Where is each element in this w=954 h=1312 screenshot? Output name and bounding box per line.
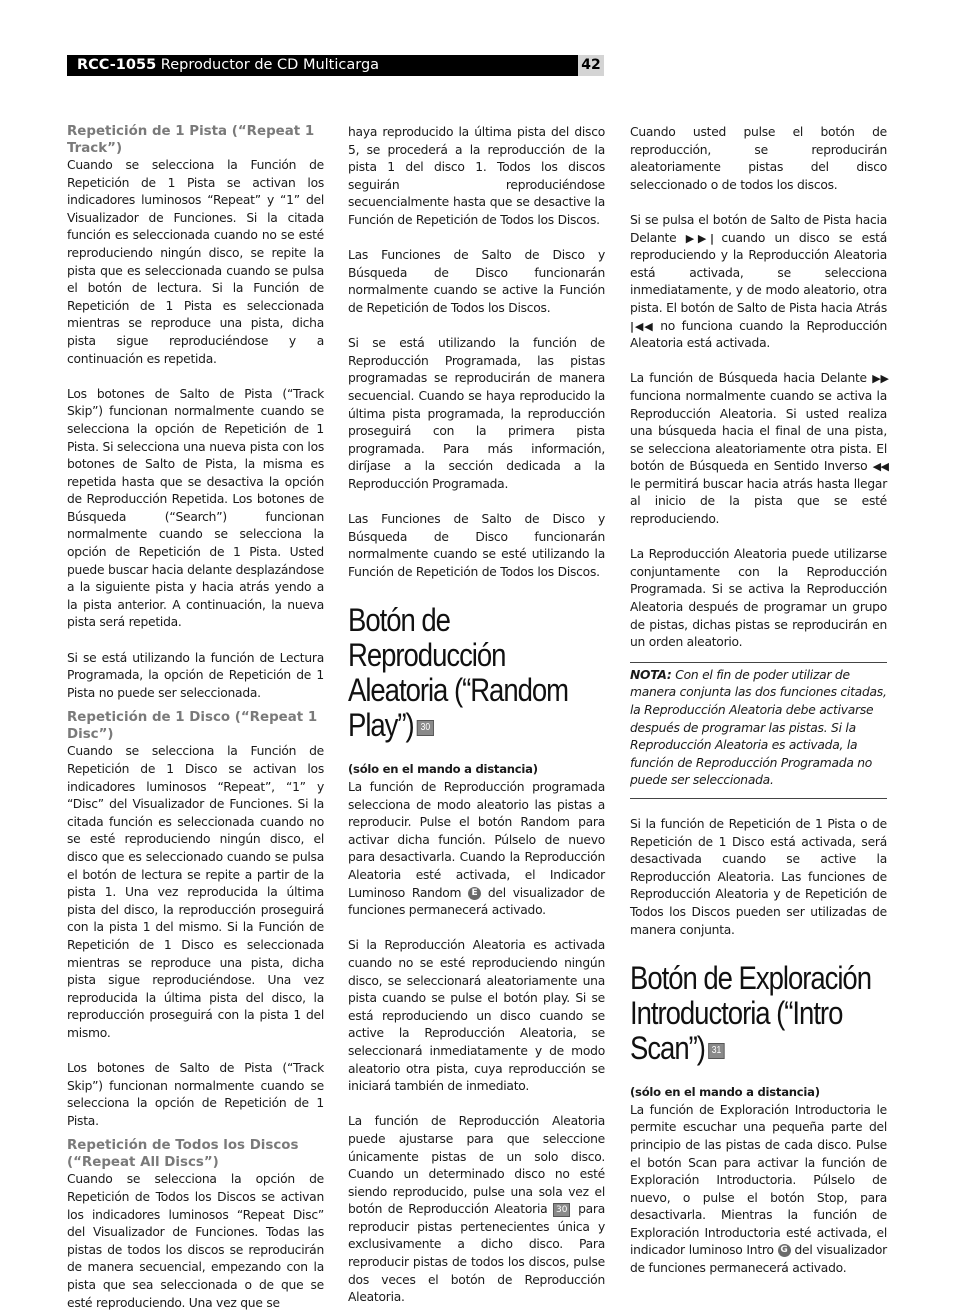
text: cuando un disco se está reproduciendo y la Reproducción Aleatoria está activada, se selecciona inmediatamente, y de modo aleatorio, otra pista. El botón de Salto de Pista hacia Atrás	[630, 230, 888, 315]
note-box	[630, 662, 887, 799]
remote-key-icon: 31	[708, 1043, 724, 1059]
remote-key-icon: 30	[417, 720, 433, 736]
paragraph: Las Funciones de Salto de Disco y Búsqueda de Disco funcionarán normalmente cuando se active la Función de Repetición de Todos los Discos.	[348, 248, 605, 315]
heading-repeat-all-discs: Repetición de Todos los Discos (“Repeat All Discs”)	[67, 1138, 299, 1170]
note-label: NOTA:	[630, 667, 672, 682]
paragraph	[348, 779, 605, 920]
text: le permitirá buscar hacia atrás hasta llegar al inicio de la pista que se esté reproduciendo.	[630, 476, 887, 527]
paragraph: Cuando se selecciona la opción de Repetición de Todos los Discos se activan los indicadores luminosos “Repeat Disc” del Visualizador de Funciones. Todas las pistas de todos los discos se reproducirán de manera secuencial, empezando con la pista que sea seleccionada o de que se esté reproduciendo. Una vez que se	[67, 1172, 324, 1310]
skip-forward-icon: ▶▶|	[685, 231, 713, 245]
paragraph: La Reproducción Aleatoria puede utilizarse conjuntamente con la Reproducción Programada. Si se activa la Reproducción Aleatoria después de programar un grupo de pistas, dichas pistas se reproducirán en un orden aleatorio.	[630, 547, 887, 650]
rewind-icon: ◀◀	[872, 460, 887, 474]
header-title	[77, 56, 379, 75]
header-bar	[67, 55, 581, 76]
text: La función de Reproducción programada selecciona de modo aleatorio las pistas a reproducir. Pulse el botón Random para activar dicha función. Púlselo de nuevo para desactivarla. Cuando la Reproducción Aleatoria esté activada, el Indicador Luminoso Random	[348, 780, 605, 900]
remote-only-note: (sólo en el mando a distancia)	[630, 1085, 820, 1100]
heading-intro-scan-text: Botón de Exploración Introductoria (“Intro Scan”)	[630, 960, 871, 1067]
column-3	[630, 124, 887, 1278]
paragraph: Si la Reproducción Aleatoria es activada cuando no se esté reproduciendo ningún disco, se seleccionará aleatoriamente una pista cuando se pulse el botón play. Si se está reproduciendo un disco cuando se active la Reproducción Aleatoria, se seleccionará inmediatamente y de modo aleatorio otra pista, cuya reproducción se iniciará también de inmediato.	[348, 938, 605, 1094]
text: del visualizador de funciones permanecerá activado.	[348, 885, 605, 918]
note-paragraph	[630, 667, 887, 790]
skip-back-icon: |◀◀	[630, 319, 654, 333]
heading-intro-scan	[630, 961, 888, 1066]
paragraph: Los botones de Salto de Pista (“Track Skip”) funcionan normalmente cuando se selecciona la opción de Repetición de 1 Pista.	[67, 1061, 324, 1128]
indicator-g-icon: G	[778, 1244, 791, 1257]
column-1	[67, 124, 324, 1312]
text: La función de Exploración Introductoria le permite escuchar una pequeña parte del principio de las pistas de cada disco. Pulse el botón Scan para activar la función de Exploración Introductoria. Púlselo de nuevo, o pulse el botón Stop, para desactivarla. Mientras la función de Exploración Introductoria esté activada, el indicador luminoso Intro	[630, 1102, 887, 1258]
paragraph: Si se está utilizando la función de Lectura Programada, la opción de Repetición de 1 Pista no puede ser seleccionada.	[67, 650, 324, 700]
text: del visualizador de funciones permanecerá activado.	[630, 1243, 887, 1276]
heading-repeat-1-disc: Repetición de 1 Disco (“Repeat 1 Disc”)	[67, 710, 318, 742]
page-number: 42	[578, 55, 604, 76]
paragraph	[630, 212, 887, 353]
product-title: Reproductor de CD Multicarga	[160, 57, 380, 73]
column-2	[348, 124, 605, 1307]
heading-random-play-text: Botón de Reproducción Aleatoria (“Random Play”)	[348, 602, 569, 744]
paragraph: Si la función de Repetición de 1 Pista o de Repetición de 1 Disco está activada, será desactivada cuando se active la Reproducción Aleatoria. Las funciones de Reproducción Aleatoria y de Repetición de Todos los Discos pueden ser utilizadas de manera conjunta.	[630, 816, 887, 937]
paragraph: Los botones de Salto de Pista (“Track Skip”) funcionan normalmente cuando se selecciona la opción de Repetición de 1 Pista. Si selecciona una nueva pista con los botones de Salto de Pista, la misma es repetida hasta que se desactiva la opción de Reproducción Repetida. Los botones de Búsqueda (“Search”) funcionan normalmente cuando se selecciona la opción de Repetición de 1 Pista. Usted puede buscar hacia delante desplazándose a la siguiente pista y hacia atrás yendo a la pista anterior. A continuación, la nueva pista será repetida.	[67, 386, 324, 630]
heading-random-play	[348, 603, 606, 743]
paragraph	[630, 1102, 887, 1278]
paragraph: haya reproducido la última pista del disco 5, se procederá a la reproducción de la pista 1 del disco 1. Todos los discos seguirán reproduciéndose secuencialmente hasta que se desactive la Función de Repetición de Todos los Discos.	[348, 125, 605, 227]
text: para reproducir pistas pertenecientes única y exclusivamente a dicho disco. Para reproducir pistas de todos los discos, pulse dos veces el botón de Reproducción Aleatoria.	[348, 1202, 605, 1305]
text: no funciona cuando la Reproducción Aleatoria está activada.	[630, 318, 888, 351]
text: Si se pulsa el botón de Salto de Pista hacia Delante	[630, 212, 887, 245]
paragraph: Si se está utilizando la función de Reproducción Programada, las pistas programadas se reproducirán de manera secuencial. Cuando se haya reproducido la última pista programada, la reproducción proseguirá con la primera pista programada. Para más información, diríjase a la sección dedicada a la Reproducción Programada.	[348, 336, 605, 491]
note-text: Con el fin de poder utilizar de manera conjunta las dos funciones citadas, la Reproducción Aleatoria debe activarse después de programar las pistas. Si la Reproducción Aleatoria es activada, la función de Reproducción Programada no puede ser seleccionada.	[630, 667, 887, 788]
text: La función de Reproducción Aleatoria puede ajustarse para que seleccione únicamente pistas de un solo disco. Cuando un determinado disco no esté siendo reproducido, pulse una sola vez el botón de Reproducción Aleatoria	[348, 1114, 605, 1217]
paragraph	[348, 1113, 605, 1307]
text: La función de Búsqueda hacia Delante	[630, 371, 867, 386]
paragraph: Cuando usted pulse el botón de reproducción, se reproducirán aleatoriamente pistas del disco seleccionado o de todos los discos.	[630, 125, 887, 192]
remote-only-note: (sólo en el mando a distancia)	[348, 762, 538, 777]
text: funciona normalmente cuando se activa la Reproducción Aleatoria. Si usted realiza una búsqueda hacia el final de una pista, se selecciona aleatoriamente otra pista. El botón de Búsqueda en Sentido Inverso	[630, 388, 887, 474]
model-name: RCC-1055	[77, 57, 157, 73]
remote-key-icon: 30	[553, 1203, 570, 1217]
paragraph: Las Funciones de Salto de Disco y Búsqueda de Disco funcionarán normalmente cuando se esté utilizando la Función de Repetición de Todos los Discos.	[348, 512, 605, 579]
paragraph: Cuando se selecciona la Función de Repetición de 1 Disco se activan los indicadores luminosos “Repeat”, “1” y “Disc” del Visualizador de Funciones. Si la citada función es seleccionada cuando no se esté reproduciendo ningún disco, el disco que es seleccionado cuando se pulsa el botón de lectura se repite a partir de la pista 1. Una vez reproducida la última pista del disco, la reproducción proseguirá con la pista 1 del mismo. Si la Función de Repetición de 1 Disco es seleccionada mientras se reproduce una pista, dicha pista sigue reproduciéndose. Una vez reproducida la última pista del disco, la reproducción proseguirá con la pista 1 del mismo.	[67, 744, 324, 1040]
indicator-e-icon: E	[468, 887, 481, 900]
paragraph	[630, 370, 887, 528]
paragraph: Cuando se selecciona la Función de Repetición de 1 Pista se activan los indicadores luminosos “Repeat” y “1” del Visualizador de Funciones. Si la citada función es seleccionada cuando no se esté reproduciendo ningún disco, se repite la pista que es seleccionada cuando se pulsa el botón de lectura. Si la Función de Repetición de 1 Pista es seleccionada mientras se reproduce una pista, dicha pista sigue reproduciéndose y a continuación es repetida.	[67, 158, 324, 366]
heading-repeat-1-track: Repetición de 1 Pista (“Repeat 1 Track”)	[67, 124, 315, 156]
fast-forward-icon: ▶▶	[872, 372, 887, 386]
